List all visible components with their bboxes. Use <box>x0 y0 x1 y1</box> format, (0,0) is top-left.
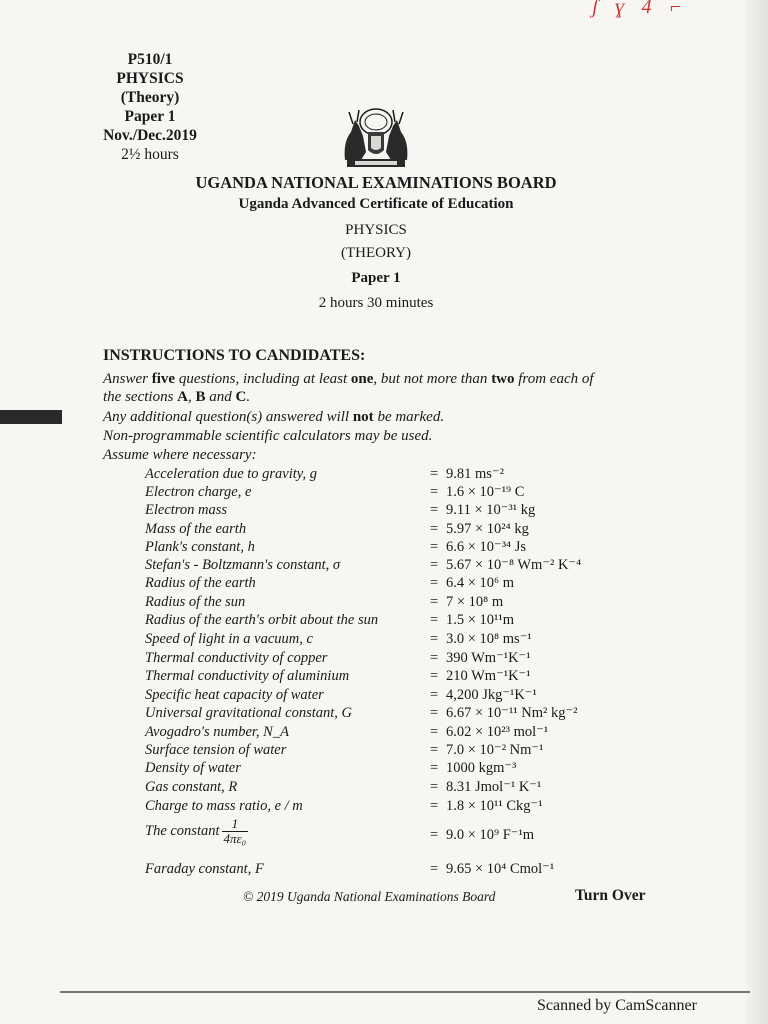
constant-value: 7.0 × 10⁻² Nm⁻¹ <box>446 742 544 758</box>
board-name: UGANDA NATIONAL EXAMINATIONS BOARD <box>195 173 557 192</box>
equals-sign: = <box>430 779 439 795</box>
constant-value: 9.65 × 10⁴ Cmol⁻¹ <box>446 861 555 877</box>
equals-sign: = <box>430 861 439 877</box>
constant-value: 9.81 ms⁻² <box>446 466 504 482</box>
equals-sign: = <box>430 631 439 647</box>
page-edge-shadow <box>746 0 768 1024</box>
constant-name: Radius of the earth <box>145 575 256 591</box>
constant-name: Stefan's - Boltzmann's constant, σ <box>145 557 340 573</box>
constant-value: 4,200 Jkg⁻¹K⁻¹ <box>446 687 537 703</box>
subject-title: PHYSICS <box>345 222 407 238</box>
constant-value: 1.5 × 10¹¹m <box>446 612 515 628</box>
paper-code-block <box>100 50 200 164</box>
constant-name: Charge to mass ratio, e / m <box>145 798 303 814</box>
paper-title: Paper 1 <box>351 270 401 286</box>
constant-value: 5.67 × 10⁻⁸ Wm⁻² K⁻⁴ <box>446 557 582 573</box>
constant-value: 8.31 Jmol⁻¹ K⁻¹ <box>446 779 542 795</box>
equals-sign: = <box>430 742 439 758</box>
paper-duration: 2½ hours <box>121 146 179 163</box>
handwritten-scribble-icon: ʃ ɣ 4 ⌐ <box>592 0 688 18</box>
equals-sign: = <box>430 798 439 814</box>
equals-sign: = <box>430 484 439 500</box>
constant-value: 9.11 × 10⁻³¹ kg <box>446 502 536 518</box>
coat-of-arms-icon <box>333 102 419 172</box>
equals-sign: = <box>430 612 439 628</box>
constant-value: 1.6 × 10⁻¹⁹ C <box>446 484 525 500</box>
constant-name: Specific heat capacity of water <box>145 687 324 703</box>
constant-name: Radius of the earth's orbit about the sun <box>145 612 379 628</box>
equals-sign: = <box>430 521 439 537</box>
equals-sign: = <box>430 705 439 721</box>
instruction-assume: Assume where necessary: <box>103 447 257 463</box>
equals-sign: = <box>430 557 439 573</box>
constant-name: Surface tension of water <box>145 742 287 758</box>
constant-name: Thermal conductivity of aluminium <box>145 668 350 684</box>
fraction-one-over-four-pi-epsilon: $\frac{1}{\text{4πε₀}}$ <box>223 816 247 846</box>
equals-sign: = <box>430 539 439 555</box>
constant-name: Acceleration due to gravity, g <box>145 466 317 482</box>
equals-sign: = <box>430 827 439 843</box>
constant-name: Radius of the sun <box>145 594 246 610</box>
constant-name: Speed of light in a vacuum, c <box>145 631 313 647</box>
constant-value: 9.0 × 10⁹ F⁻¹m <box>446 827 535 843</box>
constant-name: Universal gravitational constant, G <box>145 705 353 721</box>
time-allowed: 2 hours 30 minutes <box>318 295 434 311</box>
turn-over-label: Turn Over <box>575 887 646 904</box>
constant-name: Electron mass <box>145 502 228 518</box>
paper-subject: PHYSICS <box>116 70 184 87</box>
constant-name: Density of water <box>145 760 241 776</box>
equals-sign: = <box>430 760 439 776</box>
certificate-title: Uganda Advanced Certificate of Education <box>238 196 514 212</box>
constant-value: 6.4 × 10⁶ m <box>446 575 515 591</box>
paper-type: (Theory) <box>120 89 180 106</box>
equals-sign: = <box>430 687 439 703</box>
constant-name: The constant $\frac{1}{\text{4πε₀}}$ <box>145 816 247 846</box>
constant-name: Gas constant, R <box>145 779 238 795</box>
constant-name: Electron charge, e <box>145 484 252 500</box>
constant-value: 6.67 × 10⁻¹¹ Nm² kg⁻² <box>446 705 578 721</box>
constant-value: 3.0 × 10⁸ ms⁻¹ <box>446 631 532 647</box>
instruction-calculators: Non-programmable scientific calculators may be used. <box>103 428 433 444</box>
instructions-heading: INSTRUCTIONS TO CANDIDATES: <box>103 347 366 364</box>
constant-name: Avogadro's number, N_A <box>145 724 289 740</box>
equals-sign: = <box>430 575 439 591</box>
instruction-answer-five: Answer five questions, including at least one, but not more than two from each of the sections A, B and C. <box>103 371 594 405</box>
equals-sign: = <box>430 650 439 666</box>
copyright-notice: © 2019 Uganda National Examinations Board <box>243 889 496 904</box>
equals-sign: = <box>430 724 439 740</box>
paper-date: Nov./Dec.2019 <box>103 127 197 144</box>
constant-value: 390 Wm⁻¹K⁻¹ <box>446 650 531 666</box>
constant-value: 210 Wm⁻¹K⁻¹ <box>446 668 531 684</box>
constant-value: 5.97 × 10²⁴ kg <box>446 521 529 537</box>
scanner-watermark: Scanned by CamScanner <box>537 997 697 1014</box>
margin-black-mark <box>0 410 62 424</box>
subject-type: (THEORY) <box>341 245 411 261</box>
constant-value: 6.02 × 10²³ mol⁻¹ <box>446 724 549 740</box>
paper-number: Paper 1 <box>124 108 176 125</box>
equals-sign: = <box>430 466 439 482</box>
constant-name: Plank's constant, h <box>145 539 255 555</box>
bottom-divider <box>60 991 750 993</box>
instruction-additional-questions: Any additional question(s) answered will not be marked. <box>103 409 445 425</box>
constant-value: 1000 kgm⁻³ <box>446 760 517 776</box>
equals-sign: = <box>430 668 439 684</box>
equals-sign: = <box>430 594 439 610</box>
constant-value: 6.6 × 10⁻³⁴ Js <box>446 539 527 555</box>
constant-value: 7 × 10⁸ m <box>446 594 504 610</box>
constant-name: Thermal conductivity of copper <box>145 650 328 666</box>
equals-sign: = <box>430 502 439 518</box>
constant-name: Mass of the earth <box>145 521 247 537</box>
paper-code: P510/1 <box>127 51 173 68</box>
constant-name: Faraday constant, F <box>145 861 264 877</box>
constant-value: 1.8 × 10¹¹ Ckg⁻¹ <box>446 798 543 814</box>
